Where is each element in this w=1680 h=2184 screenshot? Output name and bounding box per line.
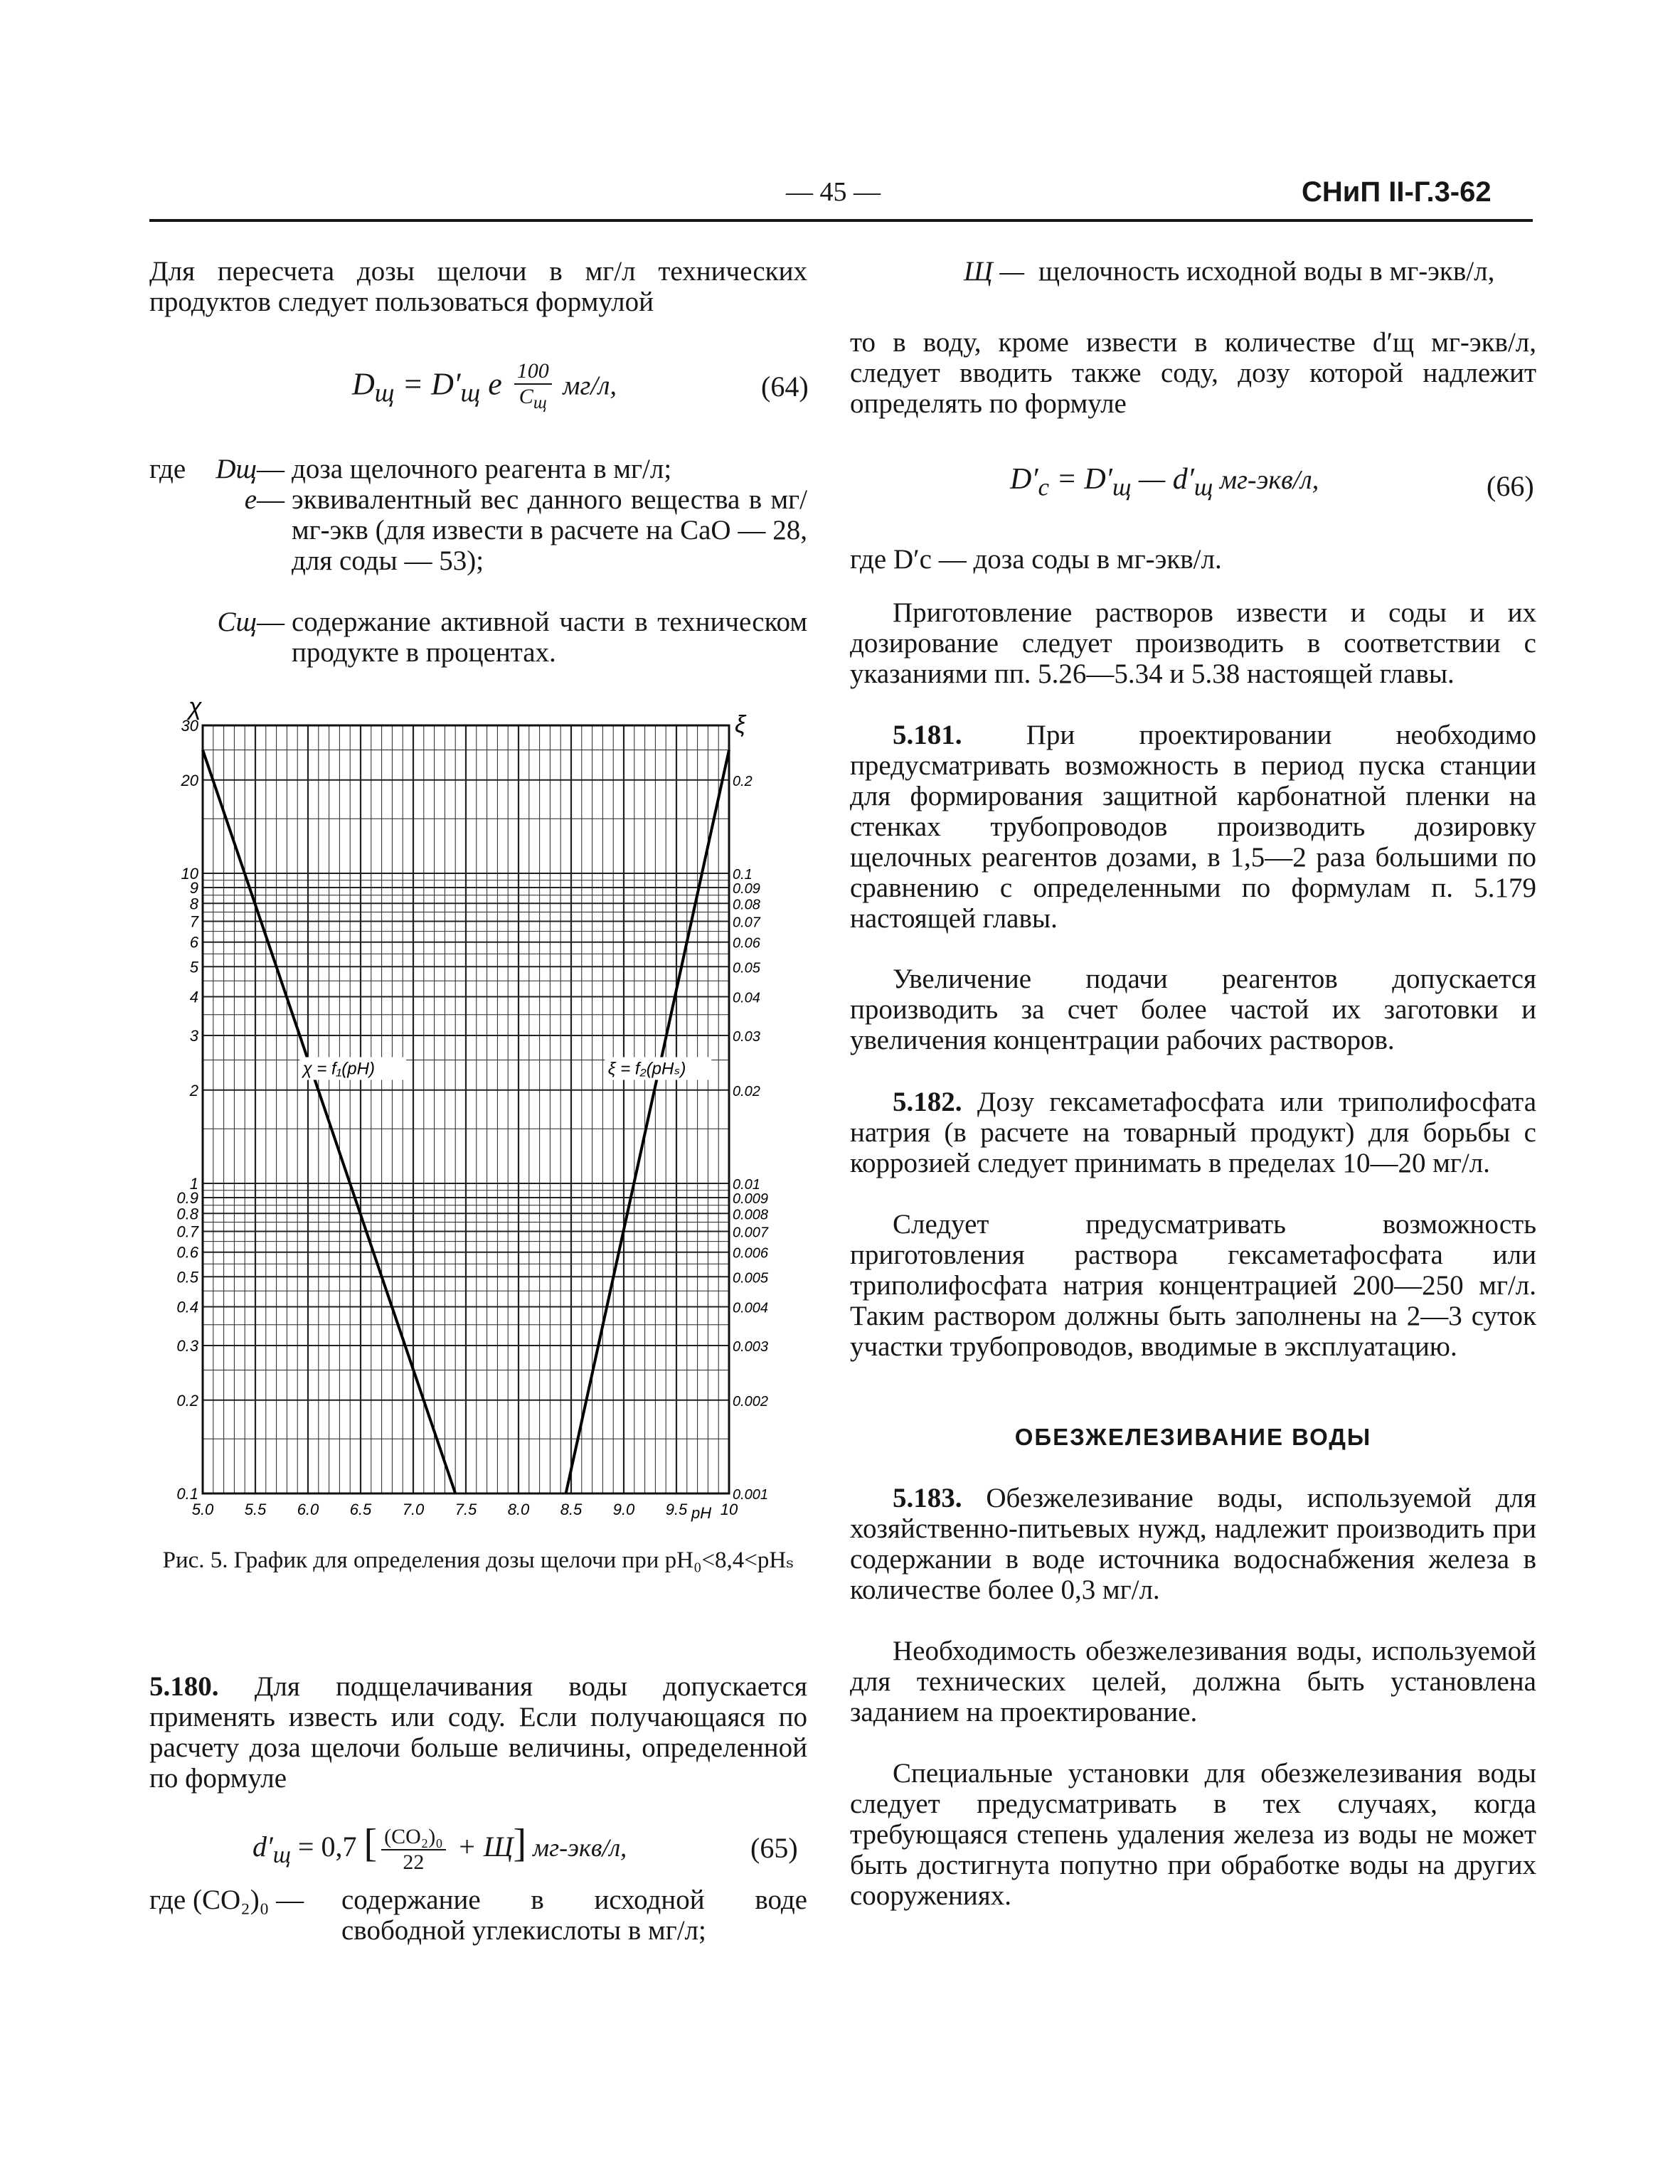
where-65-text: содержание в исходной воде свободной углекислоты в мг/л; xyxy=(341,1885,807,1946)
equation-number-64: (64) xyxy=(761,371,809,403)
left-tick-label: 9 xyxy=(189,878,198,897)
left-tick-label: 20 xyxy=(181,771,198,789)
sh-def-text: щелочность исходной воды в мг-экв/л, xyxy=(1038,256,1495,287)
equation-number-66: (66) xyxy=(1487,470,1534,502)
paragraph-5-181: 5.181. При проектировании необходимо предусматривать возможность в период пуска станции для формирования защитной карбонатной пленки на стенках трубопроводов производить дозировку щелочных реагентов дозами, в 1,5—2 раза большими по сравнению с определенными по формулам п. 5.179 настоящей главы. xyxy=(850,720,1536,934)
equation-number-65: (65) xyxy=(750,1832,798,1864)
x-tick-label: 10 xyxy=(720,1501,738,1518)
hexametaphosphate-paragraph: Следует предусматривать возможность приготовления раствора гексаметафосфата или триполифосфата натрия концентрацией 200—250 мг/л. Таким раствором должны быть заполнены на 2—3 суток участки трубопроводов, вводимые в эксплуатацию. xyxy=(850,1209,1536,1362)
right-tick-label: 0.006 xyxy=(733,1245,769,1262)
left-tick-label: 0.7 xyxy=(176,1222,198,1241)
right-tick-label: 0.003 xyxy=(733,1338,769,1355)
left-tick-label: 7 xyxy=(189,912,198,931)
preparation-paragraph: Приготовление растворов извести и соды и их дозирование следует производить в соответствии с указаниями пп. 5.26—5.34 и 5.38 настоящей главы. xyxy=(850,597,1536,689)
right-tick-label: 0.06 xyxy=(733,935,760,952)
right-tick-label: 0.009 xyxy=(733,1190,769,1207)
right-tick-label: 0.1 xyxy=(733,867,753,883)
x-axis-label: pH xyxy=(691,1504,712,1522)
paragraph-5-182: 5.182. Дозу гексаметафосфата или триполифосфата натрия (в расчете на товарный продукт) для борьбы с коррозией следует принимать в пределах 10—20 мг/л. xyxy=(850,1087,1537,1178)
right-tick-label: 0.09 xyxy=(733,880,760,897)
section-heading: ОБЕЗЖЕЛЕЗИВАНИЕ ВОДЫ xyxy=(1014,1424,1372,1450)
right-tick-label: 0.07 xyxy=(733,915,760,931)
left-tick-label: 1 xyxy=(189,1175,198,1193)
right-tick-label: 0.08 xyxy=(733,897,760,913)
left-tick-label: 3 xyxy=(189,1026,198,1045)
def-symbol-e: e— xyxy=(244,484,285,515)
x-tick-label: 6.5 xyxy=(349,1501,372,1518)
where-66: где D′с — доза соды в мг-экв/л. xyxy=(850,544,1222,575)
document-code: СНиП II-Г.3-62 xyxy=(1302,176,1492,208)
def-symbol-c: Cщ— xyxy=(217,607,285,637)
left-tick-label: 0.1 xyxy=(176,1485,198,1503)
right-tick-label: 0.04 xyxy=(733,990,760,1006)
x-tick-label: 8.5 xyxy=(560,1501,583,1518)
formula-64: $D_щ = D'_щ$ e $\frac{100}{C_щ}$ мг/л, xyxy=(352,359,617,412)
curve-label-chi: χ = f₁(pH) xyxy=(302,1059,375,1079)
chart-marks xyxy=(176,717,769,1518)
def-text-dose: доза щелочного реагента в мг/л; xyxy=(292,454,672,484)
left-tick-label: 6 xyxy=(189,933,198,952)
right-tick-label: 0.01 xyxy=(733,1177,760,1193)
left-tick-label: 0.9 xyxy=(176,1188,198,1207)
right-axis-label: ξ xyxy=(735,711,746,738)
def-text-c: содержание активной части в техническом продукте в процентах. xyxy=(292,607,807,668)
right-tick-label: 0.007 xyxy=(733,1225,769,1241)
left-tick-label: 5 xyxy=(189,958,198,976)
formula-65: $d'_щ = 0,7$ [ $\frac{\text{(CO₂)₀}}{22}$ + Щ] мг-экв/л, xyxy=(252,1821,627,1874)
dose-chart xyxy=(149,693,811,1547)
special-paragraph: Специальные установки для обезжелезивания воды следует предусматривать в тех случаях, когда требующаяся степень удаления железа из воды не может быть достигнута попутно при обработке воды на других сооружениях. xyxy=(850,1758,1536,1911)
left-tick-label: 0.6 xyxy=(176,1243,198,1262)
increase-paragraph: Увеличение подачи реагентов допускается производить за счет более частой их заготовки и увеличения концентрации рабочих растворов. xyxy=(850,964,1536,1055)
paragraph-5-180: 5.180. Для подщелачивания воды допускается применять известь или соду. Если получающаяся по расчету доза щелочи больше величины, определенной по формуле xyxy=(149,1671,807,1794)
x-tick-label: 5.5 xyxy=(244,1501,267,1518)
def-symbol-dose: Dщ— xyxy=(216,454,285,484)
def-text-e: эквивалентный вес данного вещества в мг/мг-экв (для извести в расчете на CaO — 28, для соды — 53); xyxy=(292,484,807,576)
curve-label-xi: ξ = f₂(pHₛ) xyxy=(607,1059,686,1079)
series-line-2 xyxy=(566,750,729,1493)
left-axis-label: χ xyxy=(188,693,202,720)
formula-66: $D'_с = D'_щ$ — $d'_щ$ мг-экв/л, xyxy=(1010,463,1319,501)
where-label: где xyxy=(149,454,186,484)
x-tick-label: 8.0 xyxy=(507,1501,530,1518)
left-tick-label: 0.4 xyxy=(176,1298,198,1316)
right-tick-label: 0.005 xyxy=(733,1270,769,1287)
necessity-paragraph: Необходимость обезжелезивания воды, используемой для технических целей, должна быть установлена заданием на проектирование. xyxy=(850,1636,1536,1727)
x-tick-label: 7.5 xyxy=(454,1501,477,1518)
left-tick-label: 0.3 xyxy=(176,1336,198,1355)
sh-def-symbol: Щ — xyxy=(964,256,1025,287)
x-tick-label: 9.0 xyxy=(612,1501,635,1518)
left-tick-label: 2 xyxy=(189,1081,198,1099)
right-tick-label: 0.05 xyxy=(733,960,760,976)
right-tick-label: 0.2 xyxy=(733,773,753,789)
intro-paragraph: Для пересчета дозы щелочи в мг/л технических продуктов следует пользоваться формулой xyxy=(149,256,807,317)
left-tick-label: 10 xyxy=(181,865,198,883)
left-tick-label: 4 xyxy=(189,988,198,1006)
right-tick-label: 0.001 xyxy=(733,1487,769,1503)
right-tick-label: 0.02 xyxy=(733,1083,760,1099)
x-tick-label: 9.5 xyxy=(665,1501,688,1518)
where-65-label: где (CO₂)₀ — xyxy=(149,1885,304,1915)
paragraph-5-183: 5.183. Обезжелезивание воды, используемой для хозяйственно-питьевых нужд, надлежит производить при содержании в воде источника водоснабжения железа в количестве более 0,3 мг/л. xyxy=(850,1483,1537,1605)
left-tick-label: 8 xyxy=(189,895,198,913)
x-tick-label: 6.0 xyxy=(297,1501,319,1518)
page-number: — 45 — xyxy=(786,177,881,207)
right-tick-label: 0.008 xyxy=(733,1207,769,1223)
left-tick-label: 0.8 xyxy=(176,1205,198,1223)
left-tick-label: 0.2 xyxy=(176,1391,198,1410)
then-paragraph: то в воду, кроме извести в количестве d′щ мг-экв/л, следует вводить также соду, дозу которой надлежит определять по формуле xyxy=(850,327,1536,419)
right-tick-label: 0.03 xyxy=(733,1028,760,1045)
figure-caption: Рис. 5. График для определения дозы щелочи при pH₀<8,4<pHₛ xyxy=(162,1548,794,1573)
left-tick-label: 0.5 xyxy=(176,1268,198,1287)
right-tick-label: 0.002 xyxy=(733,1393,769,1410)
x-tick-label: 7.0 xyxy=(402,1501,425,1518)
header-rule xyxy=(149,219,1533,222)
left-tick-label: 30 xyxy=(181,717,198,735)
x-tick-label: 5.0 xyxy=(191,1501,214,1518)
right-tick-label: 0.004 xyxy=(733,1300,769,1316)
